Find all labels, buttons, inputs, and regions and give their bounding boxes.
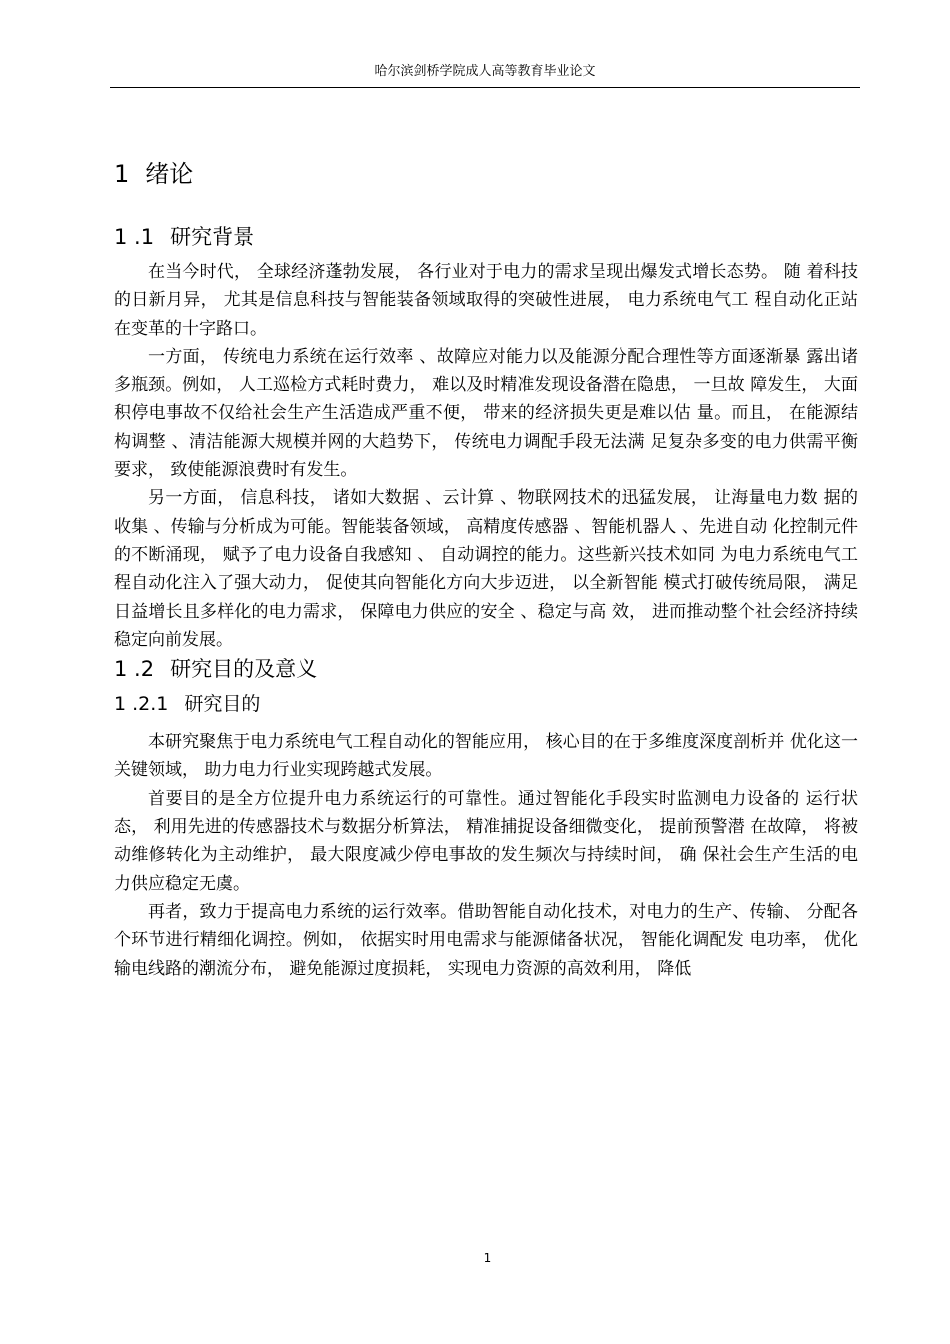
chapter-heading (114, 158, 858, 190)
page-number: 1 (483, 1251, 492, 1265)
paragraph-purpose-2: 首要目的是全方位提升电力系统运行的可靠性。通过智能化手段实时监测电力设备的 运行状态， 利用先进的传感器技术与数据分析算法， 精准捕捉设备细微变化， 提前预警潜 在故障， 将被动维修转化为主动维护， 最大限度减少停电事故的发生频次与持续时间， 确 保社会生产生活的电力供应稳定无虞。 (114, 788, 858, 894)
chapter-number: 1 (114, 160, 130, 188)
paragraph-background-1: 在当今时代， 全球经济蓬勃发展， 各行业对于电力的需求呈现出爆发式增长态势。 随 着科技的日新月异， 尤其是信息科技与智能装备领域取得的突破性进展， 电力系统电气工 程自动化正站在变革的十字路口。 (114, 262, 858, 339)
paragraph-purpose-1: 本研究聚焦于电力系统电气工程自动化的智能应用， 核心目的在于多维度深度剖析并 优化这一关键领域， 助力电力行业实现跨越式发展。 (114, 732, 858, 781)
paragraph-purpose-3: 再者，致力于提高电力系统的运行效率。借助智能自动化技术，对电力的生产、传输、 分配各个环节进行精细化调控。例如， 依据实时用电需求与能源储备状况， 智能化调配发 电功率， 优化输电线路的潮流分布， 避免能源过度损耗， 实现电力资源的高效利用， 降低 (114, 901, 858, 979)
section-number-1-1: 1 .1 (114, 225, 155, 249)
section-title-1-1: 研究背景 (170, 225, 255, 249)
header-rule (110, 87, 860, 88)
page-header: 哈尔滨剑桥学院成人高等教育毕业论文 (374, 64, 596, 79)
section-heading-1-1 (114, 222, 858, 252)
subsection-title-1-2-1: 研究目的 (184, 693, 261, 716)
section-title-1-2: 研究目的及意义 (170, 657, 318, 682)
subsection-heading-1-2-1 (114, 690, 858, 718)
section-number-1-2: 1 .2 (114, 657, 155, 682)
paragraph-background-3: 另一方面， 信息科技， 诸如大数据 、云计算 、物联网技术的迅猛发展， 让海量电力数 据的收集 、传输与分析成为可能。智能装备领域， 高精度传感器 、智能机器人 、先进自动 化控制元件的不断涌现， 赋予了电力设备自我感知 、 自动调控的能力。这些新兴技术如同 为电力系统电气工程自动化注入了强大动力， 促使其向智能化方向大步迈进， 以全新智能 模式打破传统局限， 满足日益增长且多样化的电力需求， 保障电力供应的安全 、稳定与高 效， 进而推动整个社会经济持续稳定向前发展。 (114, 488, 858, 650)
document-body (114, 150, 858, 983)
section-heading-1-2 (114, 654, 858, 684)
chapter-title: 绪论 (145, 160, 194, 188)
paragraph-background-2: 一方面， 传统电力系统在运行效率 、故障应对能力以及能源分配合理性等方面逐渐暴 露出诸多瓶颈。例如， 人工巡检方式耗时费力， 难以及时精准发现设备潜在隐患， 一旦故 障发生， 大面积停电事故不仅给社会生产生活造成严重不便， 带来的经济损失更是难以估 量。而且， 在能源结构调整 、清洁能源大规模并网的大趋势下， 传统电力调配手段无法满 足复杂多变的电力供需平衡要求， 致使能源浪费时有发生。 (114, 346, 858, 481)
subsection-number-1-2-1: 1 .2.1 (114, 693, 169, 716)
